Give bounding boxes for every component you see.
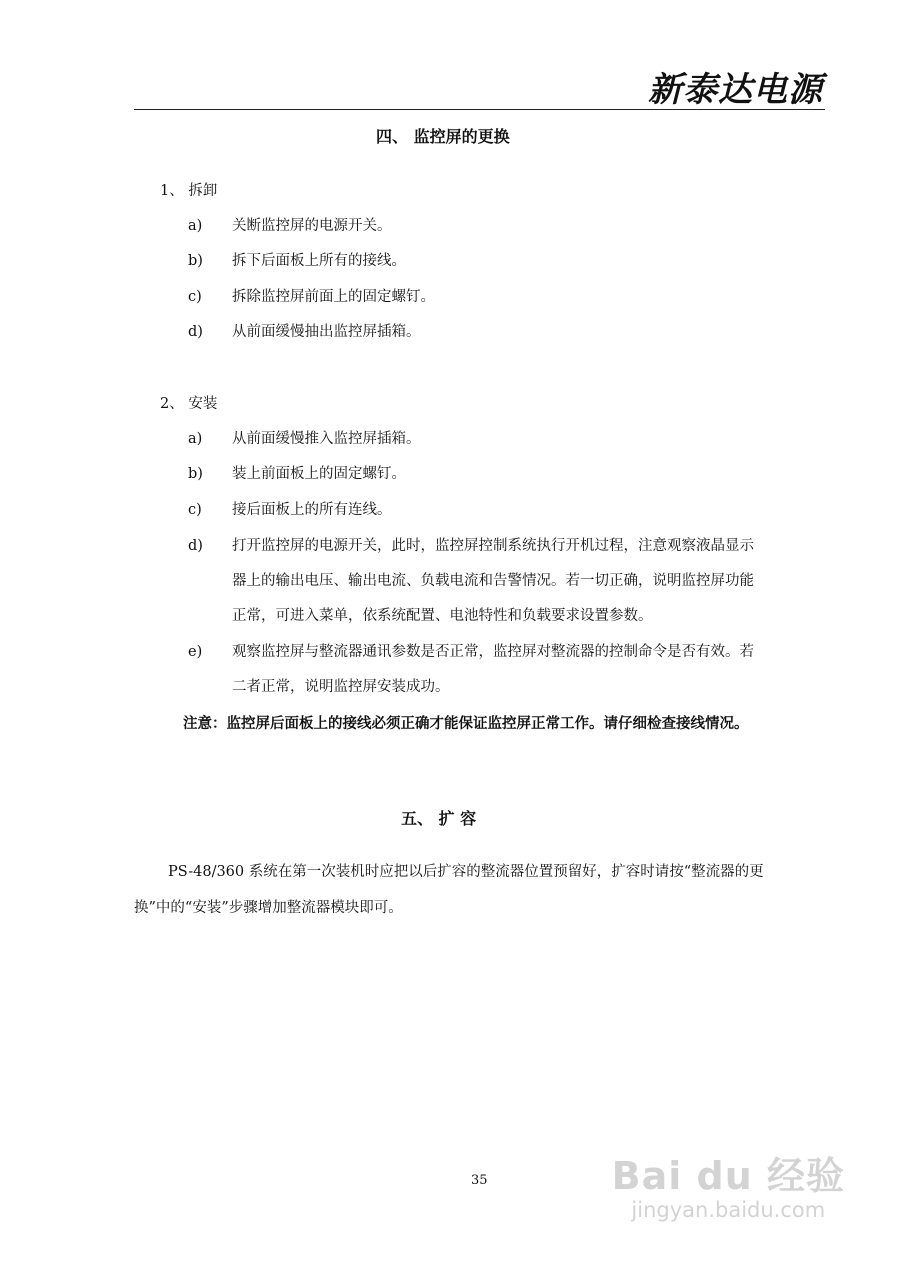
watermark-logo: Bai du 经验	[611, 1154, 845, 1198]
watermark	[612, 1145, 845, 1222]
install-item-e-line-2: 二者正常，说明监控屏安装成功。	[232, 679, 450, 695]
item-text: 关断监控屏的电源开关。	[232, 218, 392, 234]
item-marker: c)	[188, 502, 202, 518]
removal-heading: 1、 拆卸	[160, 183, 218, 199]
header-rule	[134, 109, 825, 110]
install-item-d-marker: d)	[188, 538, 203, 554]
page-number: 35	[471, 1173, 488, 1188]
section-4-title: 四、 监控屏的更换	[376, 127, 510, 146]
item-marker: d)	[188, 324, 203, 340]
section-5-title: 五、 扩 容	[401, 809, 477, 828]
item-text: 拆除监控屏前面上的固定螺钉。	[232, 289, 435, 305]
item-marker: a)	[188, 431, 203, 447]
removal-item-d	[188, 322, 421, 342]
install-item-d-line-1: 打开监控屏的电源开关，此时，监控屏控制系统执行开机过程，注意观察液晶显示	[232, 538, 754, 554]
item-text: 拆下后面板上所有的接线。	[232, 253, 406, 269]
header-brand: 新泰达电源	[648, 70, 823, 110]
install-item-d-line-3: 正常，可进入菜单，依系统配置、电池特性和负载要求设置参数。	[232, 608, 653, 624]
watermark-url: jingyan.baidu.com	[631, 1198, 826, 1222]
install-item-e-line-1: 观察监控屏与整流器通讯参数是否正常，监控屏对整流器的控制命令是否有效。若	[232, 644, 754, 660]
item-text: 装上前面板上的固定螺钉。	[232, 466, 406, 482]
expansion-line-2: 换”中的“安装”步骤增加整流器模块即可。	[134, 900, 403, 916]
removal-item-c	[188, 287, 435, 307]
item-text: 从前面缓慢推入监控屏插箱。	[232, 431, 421, 447]
item-marker: b)	[188, 253, 203, 269]
item-marker: a)	[188, 218, 203, 234]
item-marker: c)	[188, 289, 202, 305]
removal-item-a	[188, 216, 392, 236]
warning-note: 注意：监控屏后面板上的接线必须正确才能保证监控屏正常工作。请仔细检查接线情况。	[183, 715, 749, 732]
install-item-c	[188, 500, 392, 520]
install-heading: 2、 安装	[160, 396, 218, 412]
install-item-a	[188, 429, 421, 449]
install-item-e-marker: e)	[188, 644, 203, 660]
item-text: 从前面缓慢抽出监控屏插箱。	[232, 324, 421, 340]
removal-item-b	[188, 251, 406, 271]
install-item-d-line-2: 器上的输出电压、输出电流、负载电流和告警情况。若一切正确，说明监控屏功能	[232, 573, 754, 589]
item-text: 接后面板上的所有连线。	[232, 502, 392, 518]
expansion-line-1: PS-48/360 系统在第一次装机时应把以后扩容的整流器位置预留好，扩容时请按“整流器的更	[168, 864, 764, 880]
install-item-b	[188, 464, 406, 484]
item-marker: b)	[188, 466, 203, 482]
